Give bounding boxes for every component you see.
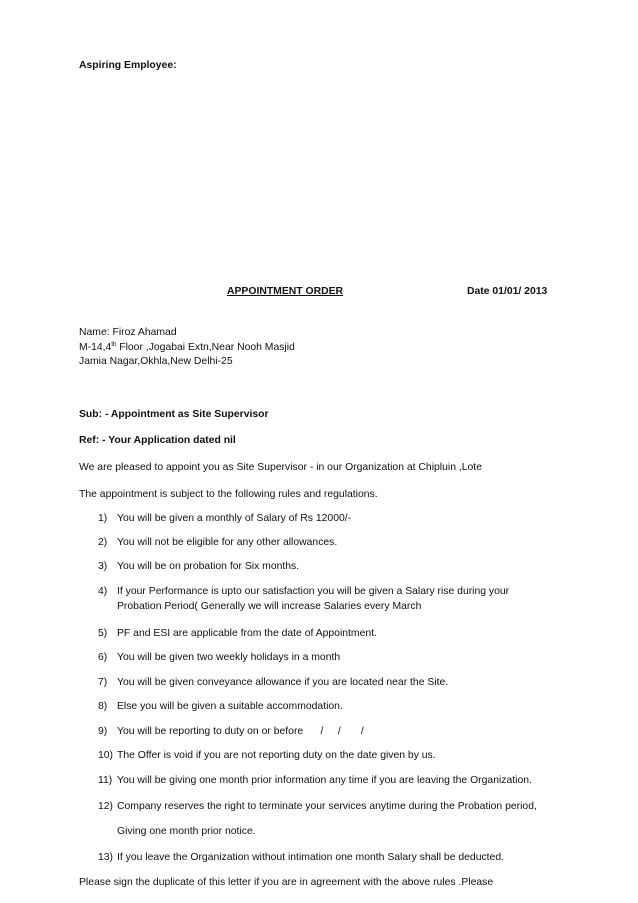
rule-text: You will be on probation for Six months. [117, 561, 300, 572]
intro-paragraph: We are pleased to appoint you as Site Supervisor - in our Organization at Chipluin ,Lote [79, 462, 482, 473]
rule-text-continued: Probation Period( Generally we will increase Salaries every March [117, 601, 422, 612]
address-line-1-start: M-14,4 [79, 342, 112, 353]
rule-text: You will be giving one month prior information any time if you are leaving the Organization. [117, 775, 532, 786]
rule-text: Else you will be given a suitable accommodation. [117, 701, 343, 712]
employee-name: Name: Firoz Ahamad [79, 327, 177, 338]
rules-intro: The appointment is subject to the following rules and regulations. [79, 489, 378, 500]
document-title: APPOINTMENT ORDER [227, 286, 344, 297]
rule-text: The Offer is void if you are not reporting duty on the date given by us. [117, 750, 436, 761]
rule-text: PF and ESI are applicable from the date of Appointment. [117, 628, 377, 639]
rule-text: Company reserves the right to terminate your services anytime during the Probation period, [117, 801, 537, 812]
address-line-2: Jamia Nagar,Okhla,New Delhi-25 [79, 356, 233, 367]
rule-number: 4) [98, 586, 108, 597]
rule-text: You will be reporting to duty on or before / / / [117, 726, 364, 737]
rule-number: 8) [98, 701, 108, 712]
rule-text: If you leave the Organization without intimation one month Salary shall be deducted. [117, 852, 504, 863]
rule-number: 7) [98, 677, 108, 688]
rule-text-continued: Giving one month prior notice. [117, 826, 256, 837]
reference-line: Ref: - Your Application dated nil [79, 435, 236, 446]
rule-number: 3) [98, 561, 108, 572]
rule-number: 12) [98, 801, 114, 812]
rule-number: 6) [98, 652, 108, 663]
address-line-1-rest: Floor ,Jogabai Extn,Near Nooh Masjid [116, 342, 295, 353]
rule-text: You will be given conveyance allowance if you are located near the Site. [117, 677, 449, 688]
rule-number: 13) [98, 852, 114, 863]
rule-number: 2) [98, 537, 108, 548]
rule-number: 11) [98, 775, 113, 786]
aspiring-employee-label: Aspiring Employee: [79, 60, 177, 71]
rule-number: 5) [98, 628, 108, 639]
rule-number: 1) [98, 513, 108, 524]
rule-number: 9) [98, 726, 108, 737]
address-floor-suffix: th [111, 342, 117, 348]
rule-number: 10) [98, 750, 114, 761]
document-date: Date 01/01/ 2013 [467, 286, 548, 297]
rule-text: If your Performance is upto our satisfaction you will be given a Salary rise during your [117, 586, 510, 597]
rule-text: You will not be eligible for any other allowances. [117, 537, 338, 548]
closing-paragraph: Please sign the duplicate of this letter if you are in agreement with the above rules .Please [79, 877, 494, 888]
address-line-1 [79, 341, 295, 354]
subject-line: Sub: - Appointment as Site Supervisor [79, 409, 269, 420]
rule-text: You will be given a monthly of Salary of Rs 12000/- [117, 513, 352, 524]
rule-text: You will be given two weekly holidays in a month [117, 652, 341, 663]
